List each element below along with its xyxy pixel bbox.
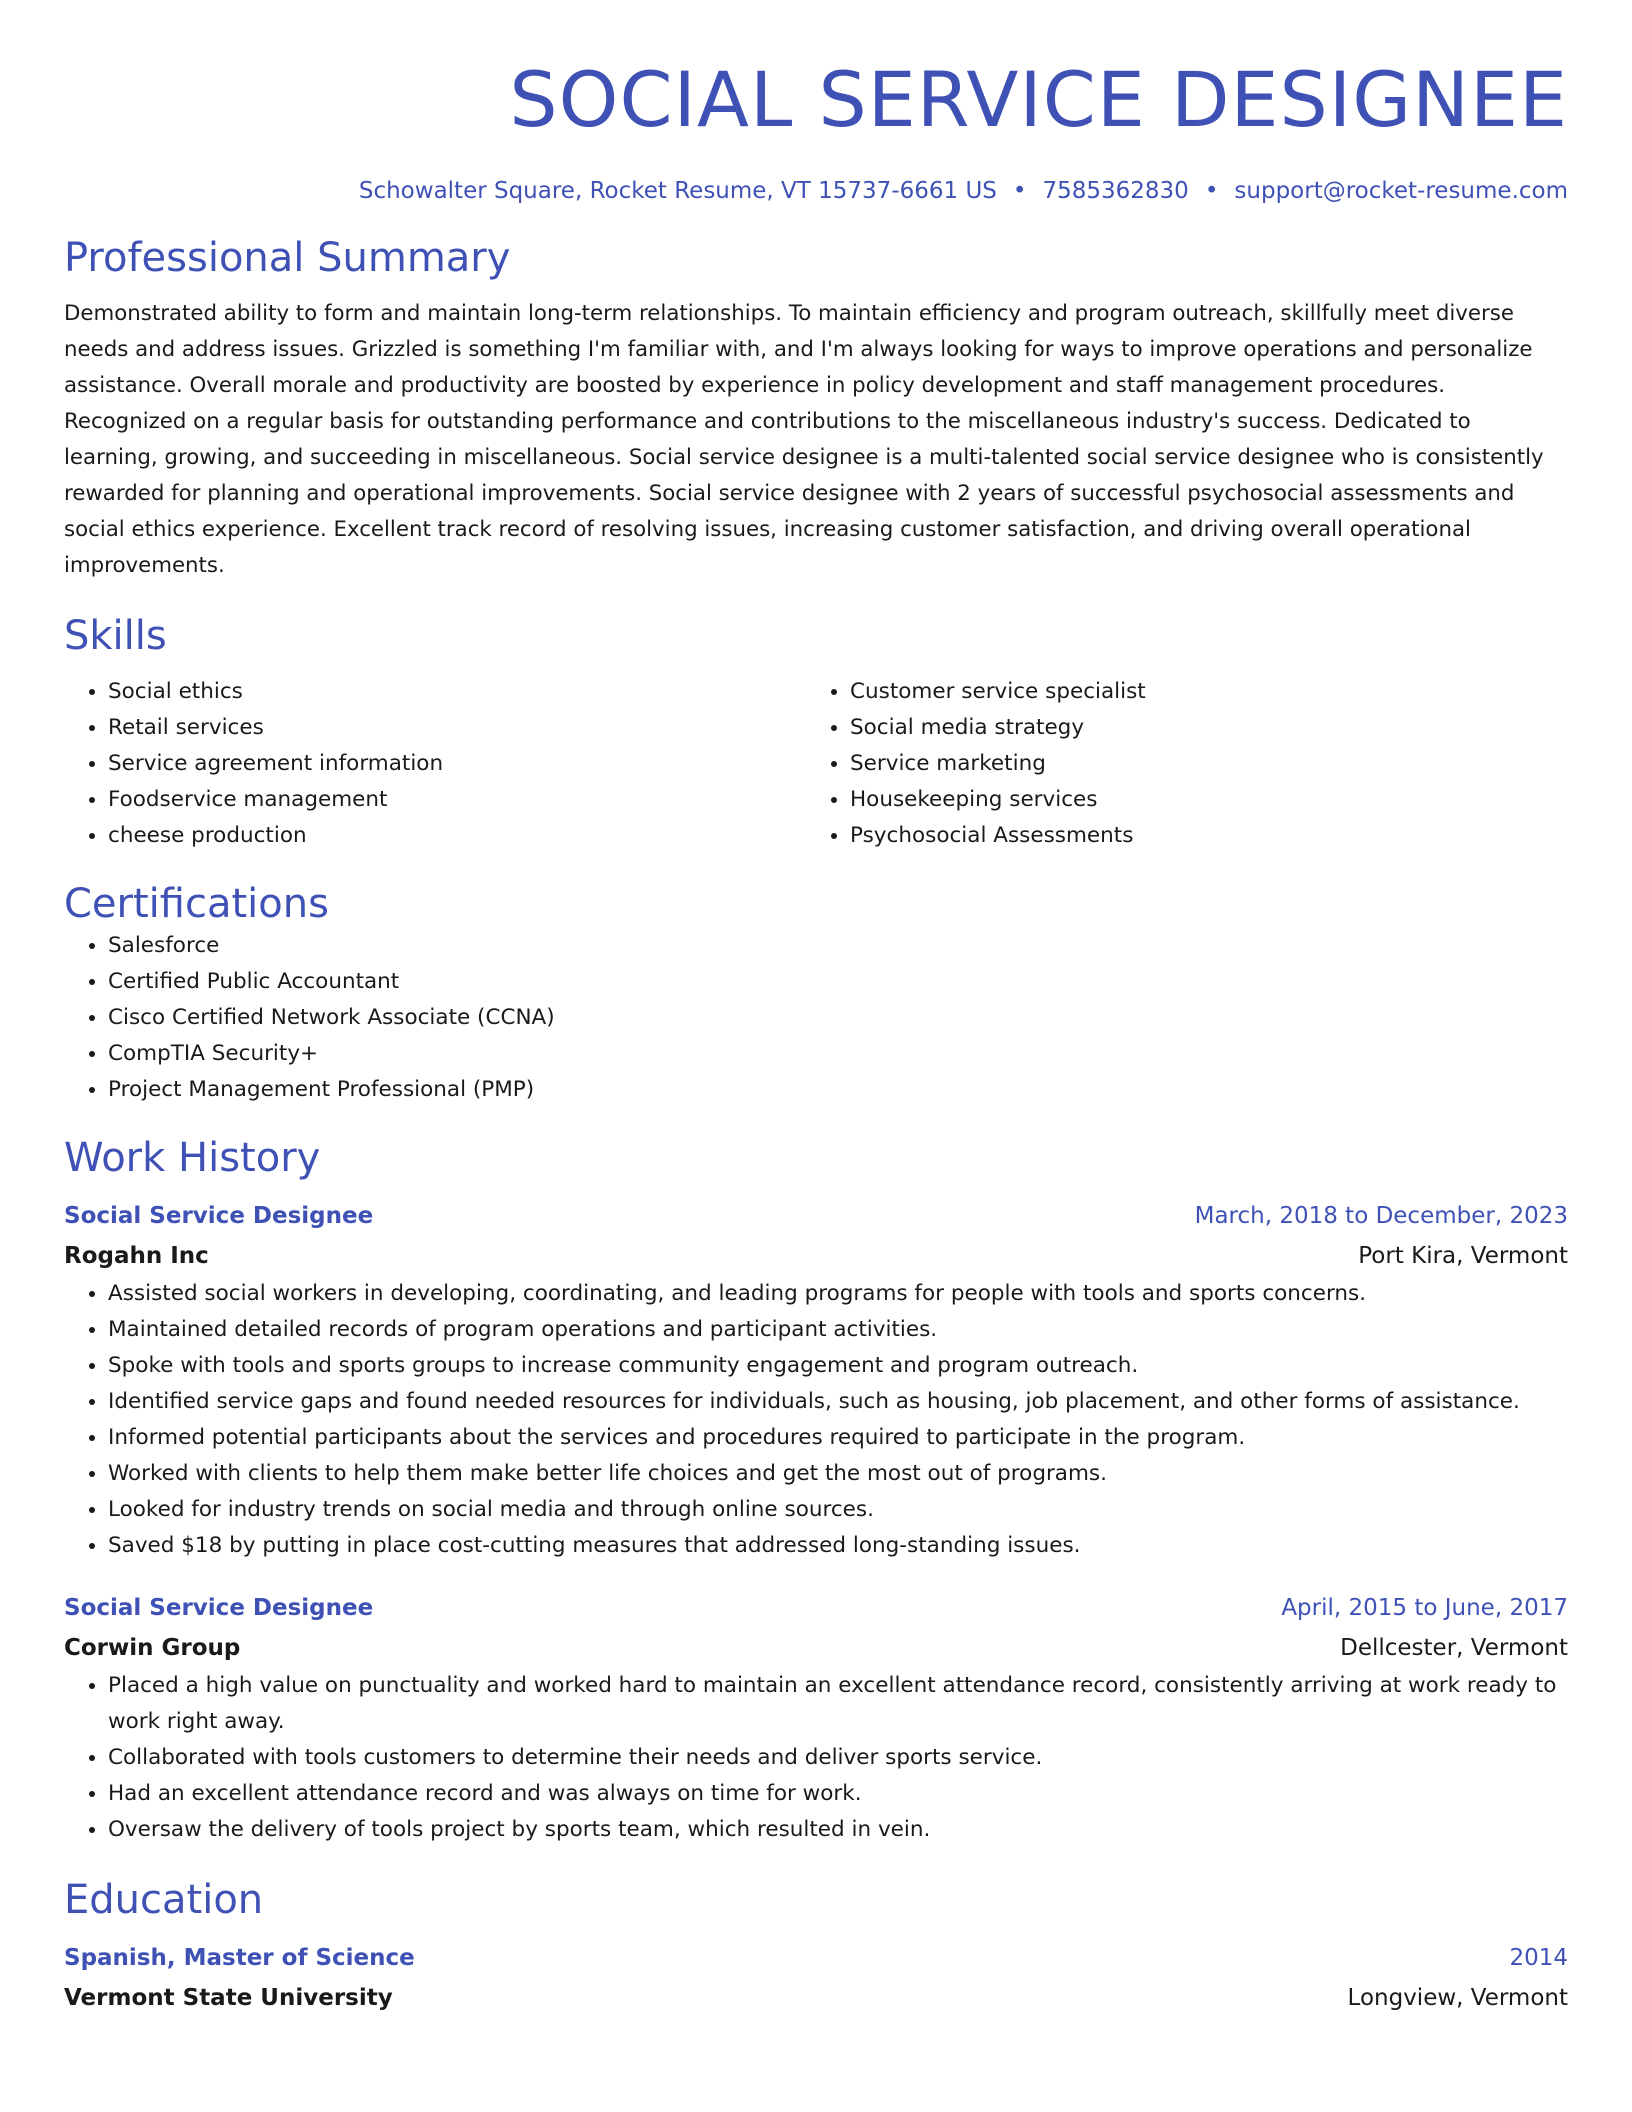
education-subheader	[64, 1978, 1568, 2018]
education-entry	[64, 1938, 1568, 2018]
job-header	[64, 1196, 1568, 1236]
job-bullet: • Maintained detailed records of program operations and participant activities.	[108, 1312, 1568, 1348]
skill-item: • Social ethics	[108, 674, 806, 710]
education-heading: Education	[64, 1877, 264, 1923]
skills-heading: Skills	[64, 613, 167, 659]
job-dates: March, 2018 to December, 2023	[1194, 1203, 1568, 1229]
contact-separator: •	[1012, 178, 1027, 204]
certification-item: • CompTIA Security+	[108, 1036, 1568, 1072]
job-bullet: • Assisted social workers in developing, coordinating, and leading programs for people with tools and sports concerns.	[108, 1276, 1568, 1312]
job-subheader	[64, 1236, 1568, 1276]
skill-item: • Retail services	[108, 710, 806, 746]
contact-email: support@rocket-resume.com	[1234, 178, 1568, 204]
certification-item: • Project Management Professional (PMP)	[108, 1072, 1568, 1108]
job-company: Corwin Group	[64, 1635, 241, 1661]
job-location: Port Kira, Vermont	[1358, 1243, 1568, 1269]
candidate-name: SOCIAL SERVICE DESIGNEE	[509, 55, 1568, 144]
job-bullet: • Worked with clients to help them make better life choices and get the most out of programs.	[108, 1456, 1568, 1492]
skills-list-left	[64, 674, 806, 854]
skill-item: • Service marketing	[850, 746, 1568, 782]
job-bullet: • Had an excellent attendance record and was always on time for work.	[108, 1776, 1568, 1812]
certification-item: • Cisco Certified Network Associate (CCNA)	[108, 1000, 1568, 1036]
job-header	[64, 1588, 1568, 1628]
job-role: Social Service Designee	[64, 1203, 374, 1229]
skills-grid	[64, 674, 1568, 854]
job-bullet: • Placed a high value on punctuality and worked hard to maintain an excellent attendance record, consistently arriving at work ready to work right away.	[108, 1668, 1568, 1740]
job-bullet: • Collaborated with tools customers to determine their needs and deliver sports service.	[108, 1740, 1568, 1776]
summary-heading: Professional Summary	[64, 235, 511, 281]
job-bullet: • Oversaw the delivery of tools project by sports team, which resulted in vein.	[108, 1812, 1568, 1848]
skill-item: • Housekeeping services	[850, 782, 1568, 818]
job-role: Social Service Designee	[64, 1595, 374, 1621]
contact-separator: •	[1204, 178, 1219, 204]
job-bullet: • Looked for industry trends on social media and through online sources.	[108, 1492, 1568, 1528]
job-entry	[64, 1588, 1568, 1848]
education-year: 2014	[1509, 1945, 1568, 1971]
work-history-heading: Work History	[64, 1135, 321, 1181]
skill-item: • Social media strategy	[850, 710, 1568, 746]
skill-item: • Customer service specialist	[850, 674, 1568, 710]
contact-address: Schowalter Square, Rocket Resume, VT 15737-6661 US	[358, 178, 997, 204]
job-company: Rogahn Inc	[64, 1243, 209, 1269]
skill-item: • cheese production	[108, 818, 806, 854]
job-subheader	[64, 1628, 1568, 1668]
summary-text: Demonstrated ability to form and maintain long-term relationships. To maintain efficiency and program outreach, skillfully meet diverse needs and address issues. Grizzled is something I'm familiar with, and I'm always looking for ways to improve operations and personalize assistance. Overall morale and productivity are boosted by experience in policy development and staff management procedures. Recognized on a regular basis for outstanding performance and contributions to the miscellaneous industry's success. Dedicated to learning, growing, and succeeding in miscellaneous. Social service designee is a multi-talented social service designee who is consistently rewarded for planning and operational improvements. Social service designee with 2 years of successful psychosocial assessments and social ethics experience. Excellent track record of resolving issues, increasing customer satisfaction, and driving overall operational improvements.	[64, 301, 1544, 578]
job-dates: April, 2015 to June, 2017	[1281, 1595, 1568, 1621]
job-entry	[64, 1196, 1568, 1564]
education-school: Vermont State University	[64, 1985, 393, 2011]
skill-item: • Foodservice management	[108, 782, 806, 818]
job-bullet: • Informed potential participants about the services and procedures required to participate in the program.	[108, 1420, 1568, 1456]
skills-list-right	[806, 674, 1568, 854]
contact-line	[64, 178, 1568, 204]
job-bullet: • Spoke with tools and sports groups to increase community engagement and program outreach.	[108, 1348, 1568, 1384]
job-bullet: • Identified service gaps and found needed resources for individuals, such as housing, job placement, and other forms of assistance.	[108, 1384, 1568, 1420]
certification-item: • Certified Public Accountant	[108, 964, 1568, 1000]
education-header	[64, 1938, 1568, 1978]
job-bullet: • Saved $18 by putting in place cost-cutting measures that addressed long-standing issues.	[108, 1528, 1568, 1564]
education-degree: Spanish, Master of Science	[64, 1945, 415, 1971]
contact-phone: 7585362830	[1042, 178, 1189, 204]
skill-item: • Psychosocial Assessments	[850, 818, 1568, 854]
certification-item: • Salesforce	[108, 928, 1568, 964]
job-bullets	[64, 1276, 1568, 1564]
skill-item: • Service agreement information	[108, 746, 806, 782]
job-bullets	[64, 1668, 1568, 1848]
certifications-heading: Certifications	[64, 881, 329, 927]
job-location: Dellcester, Vermont	[1340, 1635, 1568, 1661]
education-location: Longview, Vermont	[1347, 1985, 1568, 2011]
certifications-list	[64, 928, 1568, 1108]
